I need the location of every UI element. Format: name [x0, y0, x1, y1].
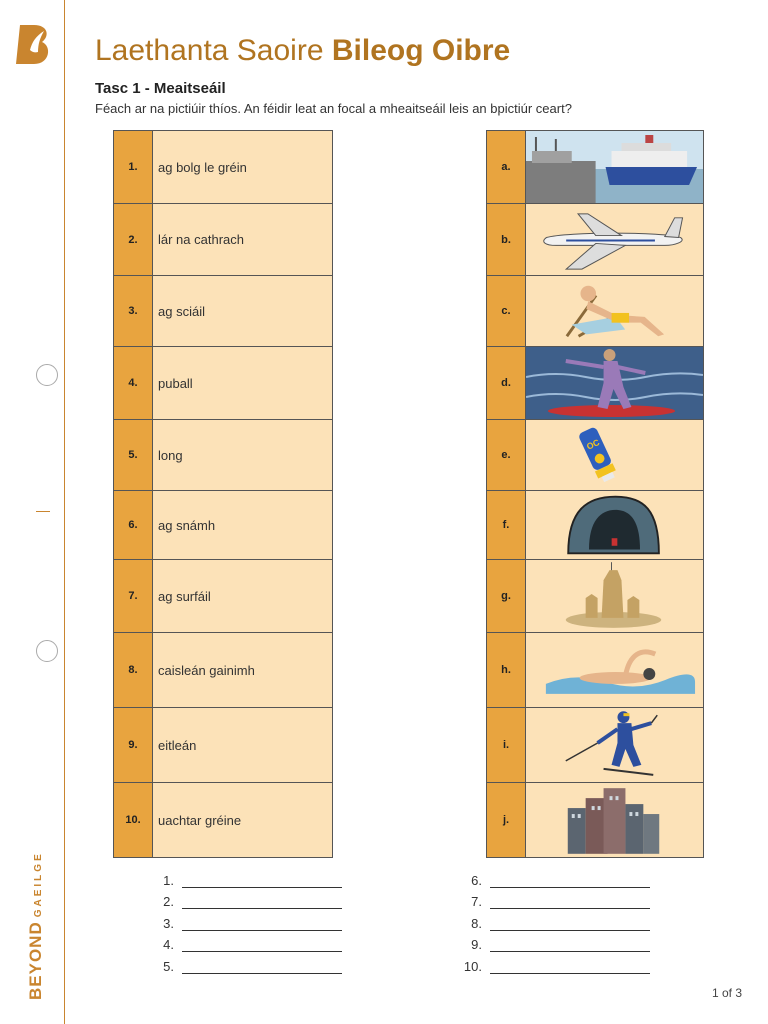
- word-number: 7.: [114, 560, 153, 632]
- brand-main: BEYOND: [26, 921, 45, 1000]
- answer-number: 6.: [471, 872, 482, 888]
- answer-blank[interactable]: [490, 894, 650, 909]
- answer-number: 9.: [471, 937, 482, 953]
- picture-letter: g.: [487, 560, 526, 632]
- word-text: long: [158, 447, 183, 463]
- ship-picture: [526, 131, 703, 203]
- word-text: ag bolg le gréin: [158, 159, 247, 175]
- answer-line: [458, 952, 650, 974]
- answer-blank[interactable]: [490, 873, 650, 888]
- word-row: [114, 204, 332, 276]
- answer-lines-right: [458, 866, 650, 974]
- picture-letter: i.: [487, 708, 526, 782]
- punch-hole-bottom: [36, 640, 58, 662]
- brand-vertical: [26, 851, 46, 1000]
- answer-line: [458, 909, 650, 931]
- city-picture: [526, 783, 703, 857]
- words-table: [113, 130, 333, 858]
- answer-number: 3.: [163, 915, 174, 931]
- word-text: puball: [158, 375, 193, 391]
- picture-row: [487, 276, 703, 347]
- answer-blank[interactable]: [182, 959, 342, 974]
- center-mark: [36, 511, 50, 512]
- punch-hole-top: [36, 364, 58, 386]
- answer-line: [150, 952, 342, 974]
- word-text: ag snámh: [158, 517, 216, 533]
- picture-row: [487, 708, 703, 783]
- task-heading: Tasc 1 - Meaitseáil: [95, 80, 226, 97]
- picture-letter: j.: [487, 783, 526, 857]
- page-number: 1 of 3: [711, 986, 742, 1000]
- answer-number: 1.: [163, 872, 174, 888]
- sun-cream-picture: [526, 420, 703, 490]
- word-row: [114, 131, 332, 204]
- answer-blank[interactable]: [182, 916, 342, 931]
- picture-row: [487, 131, 703, 204]
- tent-picture: [526, 491, 703, 559]
- title-light: Laethanta Saoire: [95, 34, 324, 67]
- surfing-picture: [526, 347, 703, 419]
- picture-row: [487, 783, 703, 857]
- picture-letter: b.: [487, 204, 526, 275]
- answer-line: [150, 888, 342, 910]
- answer-line: [150, 909, 342, 931]
- margin-line: [64, 0, 65, 1024]
- word-number: 9.: [114, 708, 153, 782]
- answer-lines-left: [150, 866, 342, 974]
- word-row: [114, 420, 332, 491]
- answer-blank[interactable]: [490, 959, 650, 974]
- answer-number: 10.: [463, 958, 482, 974]
- answer-blank[interactable]: [182, 873, 342, 888]
- answer-number: 7.: [471, 894, 482, 910]
- word-text: caisleán gainimh: [158, 662, 255, 678]
- picture-letter: f.: [487, 491, 526, 559]
- picture-row: [487, 560, 703, 633]
- word-text: lár na cathrach: [158, 232, 244, 247]
- answer-blank[interactable]: [182, 894, 342, 909]
- word-number: 10.: [114, 783, 153, 857]
- answer-line: [150, 866, 342, 888]
- skiing-picture: [526, 708, 703, 782]
- word-text: uachtar gréine: [158, 812, 242, 828]
- sunbathing-picture: [526, 276, 703, 346]
- brand-sub: GAEILGE: [33, 851, 44, 918]
- word-text: eitleán: [158, 737, 197, 753]
- word-row: [114, 276, 332, 347]
- word-number: 4.: [114, 347, 153, 419]
- picture-row: [487, 633, 703, 708]
- answer-number: 4.: [163, 937, 174, 953]
- word-row: [114, 708, 332, 783]
- airplane-picture: [526, 204, 703, 275]
- answer-number: 5.: [163, 958, 174, 974]
- word-row: [114, 491, 332, 560]
- word-row: [114, 347, 332, 420]
- instructions: Féach ar na pictiúir thíos. An féidir leat an focal a mheaitseáil leis an bpictiúr ceart?: [95, 101, 572, 116]
- page-title: [95, 34, 510, 68]
- word-row: [114, 633, 332, 708]
- word-text: ag surfáil: [158, 588, 211, 604]
- picture-row: [487, 491, 703, 560]
- word-number: 3.: [114, 276, 153, 346]
- picture-letter: e.: [487, 420, 526, 490]
- answer-blank[interactable]: [182, 937, 342, 952]
- word-row: [114, 783, 332, 857]
- word-number: 1.: [114, 131, 153, 203]
- picture-letter: c.: [487, 276, 526, 346]
- word-number: 2.: [114, 204, 153, 275]
- answer-line: [458, 931, 650, 953]
- pictures-table: [486, 130, 704, 858]
- sun-cream-label: OC: [584, 437, 602, 452]
- swimming-picture: [526, 633, 703, 707]
- word-number: 8.: [114, 633, 153, 707]
- picture-letter: d.: [487, 347, 526, 419]
- beyond-logo-icon: [14, 22, 54, 66]
- picture-row: [487, 204, 703, 276]
- word-text: ag sciáil: [158, 303, 205, 319]
- picture-letter: h.: [487, 633, 526, 707]
- word-row: [114, 560, 332, 633]
- word-number: 6.: [114, 491, 153, 559]
- picture-row: [487, 347, 703, 420]
- sandcastle-picture: [526, 560, 703, 632]
- answer-blank[interactable]: [490, 916, 650, 931]
- answer-number: 2.: [163, 894, 174, 910]
- answer-line: [458, 866, 650, 888]
- answer-line: [150, 931, 342, 953]
- picture-letter: a.: [487, 131, 526, 203]
- word-number: 5.: [114, 420, 153, 490]
- title-bold: Bileog Oibre: [331, 34, 511, 67]
- answer-blank[interactable]: [490, 937, 650, 952]
- answer-number: 8.: [471, 915, 482, 931]
- picture-row: [487, 420, 703, 491]
- answer-line: [458, 888, 650, 910]
